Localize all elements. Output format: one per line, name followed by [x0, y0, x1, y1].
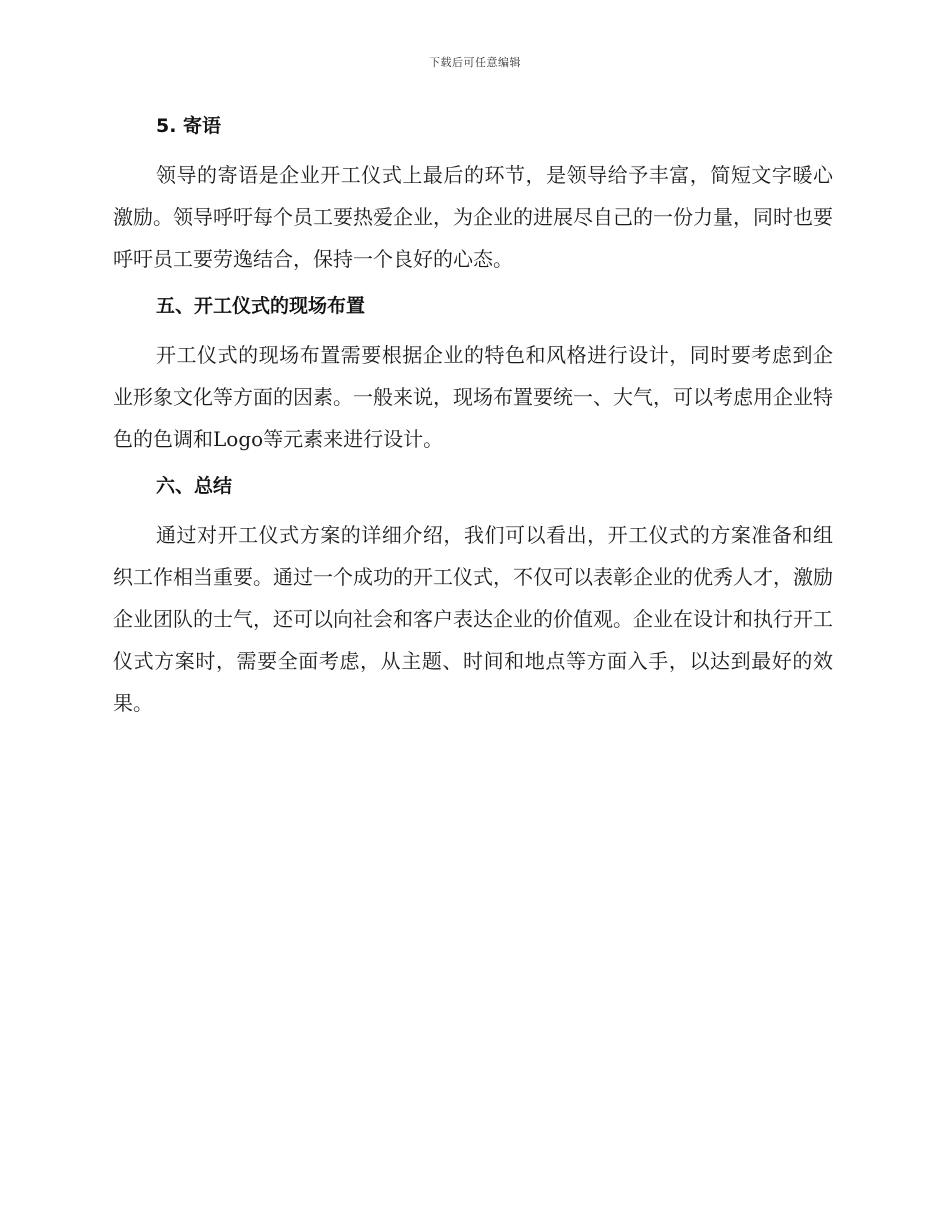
section-heading: 六、总结	[156, 475, 233, 497]
page-header: 下载后可任意编辑	[429, 56, 521, 69]
section-paragraph: 通过对开工仪式方案的详细介绍，我们可以看出，开工仪式的方案准备和组织工作相当重要。通过一个成功的开工仪式，不仅可以表彰企业的优秀人才，激励企业团队的士气，还可以向社会和客户表达企业的价值观。企业在设计和执行开工仪式方案时，需要全面考虑，从主题、时间和地点等方面入手，以达到最好的效果。	[113, 523, 833, 715]
section-paragraph: 领导的寄语是企业开工仪式上最后的环节，是领导给予丰富，简短文字暖心激励。领导呼吁每个员工要热爱企业，为企业的进展尽自己的一份力量，同时也要呼吁员工要劳逸结合，保持一个良好的心态。	[113, 163, 833, 271]
section-venue-layout	[113, 290, 833, 460]
document-body	[113, 110, 833, 734]
section-paragraph: 开工仪式的现场布置需要根据企业的特色和风格进行设计，同时要考虑到企业形象文化等方面的因素。一般来说，现场布置要统一、大气，可以考虑用企业特色的色调和Logo等元素来进行设计。	[113, 343, 833, 451]
section-closing-remarks	[113, 110, 833, 280]
section-heading: 5. 寄语	[156, 115, 222, 137]
section-summary	[113, 470, 833, 724]
section-heading: 五、开工仪式的现场布置	[156, 295, 366, 317]
